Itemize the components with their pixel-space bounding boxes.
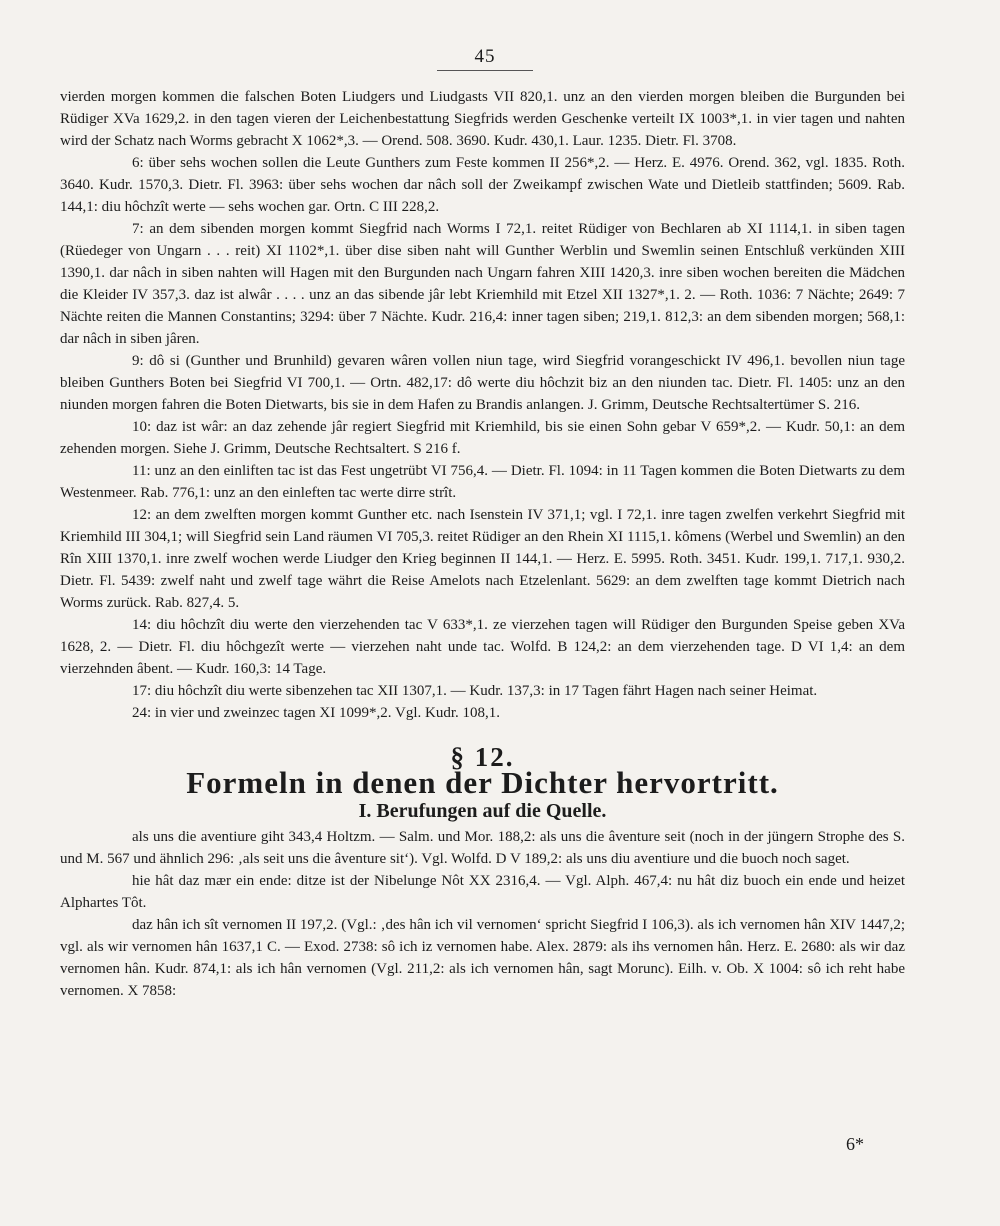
paragraph-top-3: 9: dô si (Gunther und Brunhild) gevaren wâren vollen niun tage, wird Siegfrid vorangeschickt IV 496,1. bevollen niun tage bleiben Gunthers Boten bei Siegfrid VI 700,1. — Ortn. 482,17: dô werte diu hôchzit biz an den niunden tac. Dietr. Fl. 1405: unz an den niunden morgen fahren die Boten Dietwarts, bis sie in dem Hafen zu Brandis anlangen. J. Grimm, Deutsche Rechtsaltertümer S. 216. (60, 353, 905, 413)
page-number: 45 (474, 46, 496, 67)
paragraph-top-9: 24: in vier und zweinzec tagen XI 1099*,2. Vgl. Kudr. 108,1. (132, 705, 500, 721)
section-title: Formeln in denen der Dichter hervortritt. (186, 765, 779, 800)
page-body (60, 86, 905, 1002)
paragraph-bottom-2: daz hân ich sît vernomen II 197,2. (Vgl.: ‚des hân ich vil vernomen‘ spricht Siegfrid I 106,3). als ich vernomen hân XIV 1447,2; vgl. als wir vernomen hân 1637,1 C. — Exod. 2738: sô ich iz vernomen habe. Alex. 2879: als ihs vernomen hân. Herz. E. 2680: als wir daz vernomen hân. Kudr. 874,1: als ich hân vernomen (Vgl. 211,2: als ich vernomen hân, sagt Morunc). Eilh. v. Ob. X 1004: sô ich reht habe vernomen. X 7858: (60, 917, 905, 999)
paragraph-top-8: 17: diu hôchzît diu werte sibenzehen tac XII 1307,1. — Kudr. 137,3: in 17 Tagen fährt Hagen nach seiner Heimat. (132, 683, 818, 699)
paragraph-top-0: vierden morgen kommen die falschen Boten Liudgers und Liudgasts VII 820,1. unz an den vierden morgen bleiben die Burgunden bei Rüdiger XVa 1629,2. in den tagen vieren der Leichenbestattung Siegfrids werden Geschenke verteilt IX 1003*,1. in vier tagen und nahten wird der Schatz nach Worms gebracht X 1062*,3. — Orend. 508. 3690. Kudr. 430,1. Laur. 1235. Dietr. Fl. 3708. (60, 89, 905, 149)
paragraph-bottom-1: hie hât daz mær ein ende: ditze ist der Nibelunge Nôt XX 2316,4. — Vgl. Alph. 467,4: nu hât diz buoch ein ende und heizet Alphartes Tôt. (60, 873, 905, 911)
paragraph-top-4: 10: daz ist wâr: an daz zehende jâr regiert Siegfrid mit Kriemhild, bis sie einen Sohn gebar V 659*,2. — Kudr. 50,1: an dem zehenden morgen. Siehe J. Grimm, Deutsche Rechtsaltert. S 216 f. (60, 419, 905, 457)
section-number: § 12. (450, 742, 515, 772)
header-rule (437, 70, 533, 71)
paragraph-top-7: 14: diu hôchzît diu werte den vierzehenden tac V 633*,1. ze vierzehen tagen will Rüdiger den Burgunden Speise geben XVa 1628, 2. — Dietr. Fl. diu hôchgezît werte — vierzehen naht unde tac. Wolfd. B 124,2: an dem vierzehenden tage. D VI 1,4: an dem vierzehnden âbent. — Kudr. 160,3: 14 Tage. (60, 617, 905, 677)
paragraph-top-1: 6: über sehs wochen sollen die Leute Gunthers zum Feste kommen II 256*,2. — Herz. E. 4976. Orend. 362, vgl. 1835. Roth. 3640. Kudr. 1570,3. Dietr. Fl. 3963: über sehs wochen dar nâch soll der Zweikampf zwischen Wate und Dietleib stattfinden; 5609. Rab. 144,1: diu hôchzît werte — sehs wochen gar. Ortn. C III 228,2. (60, 155, 905, 215)
paragraph-top-6: 12: an dem zwelften morgen kommt Gunther etc. nach Isenstein IV 371,1; vgl. I 72,1. inre tagen zwelfen verkehrt Siegfrid mit Kriemhild III 304,1; will Siegfrid sein Land räumen VI 705,3. reitet Rüdiger an den Rhein XI 1115,1. kômens (Werbel und Swemlin) an den Rîn XIII 1370,1. inre zwelf wochen werde Liudger den Krieg beginnen II 144,1. — Herz. E. 5995. Roth. 3451. Kudr. 199,1. 717,1. 930,2. Dietr. Fl. 5439: zwelf naht und zwelf tage währt die Reise Amelots nach Etzelenlant. 5629: an dem zwelften tage kommt Dietrich nach Worms zurück. Rab. 827,4. 5. (60, 507, 905, 611)
signature-mark: 6* (846, 1134, 864, 1154)
paragraph-top-2: 7: an dem sibenden morgen kommt Siegfrid nach Worms I 72,1. reitet Rüdiger von Bechlaren ab XI 1114,1. in siben tagen (Rüedeger von Ungarn . . . reit) XI 1102*,1. über dise siben naht will Gunther Werblin und Swemlin seinen Entschluß verkünden XIII 1390,1. dar nâch in siben nahten will Hagen mit den Burgunden nach Ungarn fahren XIII 1420,3. inre siben wochen bereiten die Mädchen die Kleider IV 357,3. daz ist alwâr . . . . unz an das sibende jâr lebt Kriemhild mit Etzel XII 1327*,1. 2. — Roth. 1036: 7 Nächte; 2649: 7 Nächte reiten die Mannen Constantins; 3294: über 7 Nächte. Kudr. 216,4: inner tagen siben; 219,1. 812,3: an dem sibenden morgen; 568,1: dar nâch in siben jâren. (60, 221, 905, 347)
paragraph-top-5: 11: unz an den einliften tac ist das Fest ungetrübt VI 756,4. — Dietr. Fl. 1094: in 11 Tagen kommen die Boten Dietwarts zu dem Westenmeer. Rab. 776,1: unz an den einleften tac werte dirre strît. (60, 463, 905, 501)
paragraph-bottom-0: als uns die aventiure giht 343,4 Holtzm. — Salm. und Mor. 188,2: als uns die âventure seit (noch in der jüngern Strophe des S. und M. 567 und ähnlich 296: ‚als seit uns die âventure sit‘). Vgl. Wolfd. D V 189,2: als uns diu aventiure und die buoch noch saget. (60, 829, 905, 867)
subsection-title: I. Berufungen auf die Quelle. (358, 800, 607, 822)
